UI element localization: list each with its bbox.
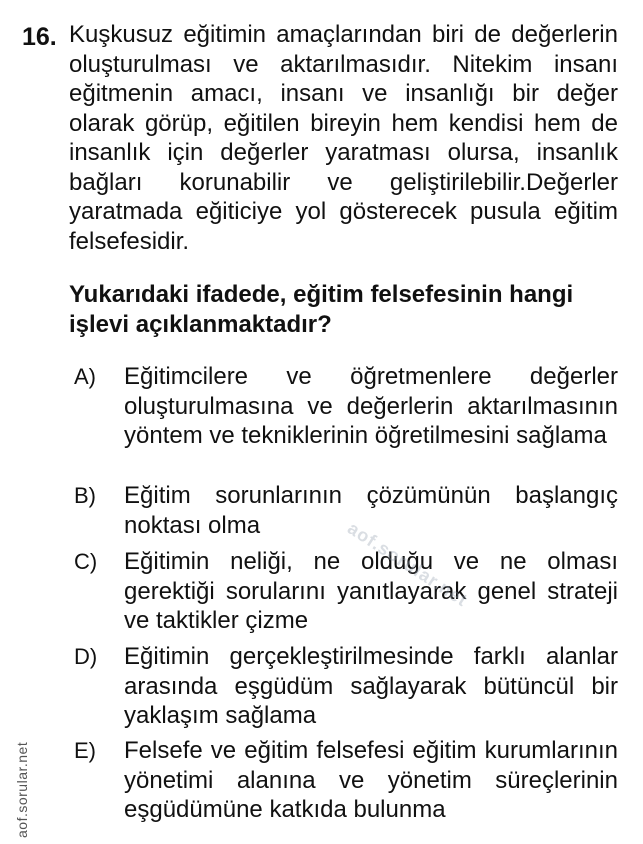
option-text: Eğitim sorunlarının çözümünün başlangıç noktası olma xyxy=(124,482,618,539)
option-letter: E) xyxy=(74,738,96,763)
side-site-label: aof.sorular.net xyxy=(14,741,30,838)
option-letter: C) xyxy=(74,549,98,574)
option-letter: A) xyxy=(74,364,96,389)
question-stem: Kuşkusuz eğitimin amaçlarından biri de değerlerin oluşturulması ve aktarılmasıdır. Nitekim insanı eğitmenin amacı, insanı ve insanlığı bir değer olarak görüp, eğitilen bireyin hem kendisi hem de insanlık için değerler yaratması olursa, insanlık bağları korunabilir ve geliştirilebilir.Değerler yaratmada eğiticiye yol gösterecek pusula eğitim felsefesidir. xyxy=(69,21,618,255)
option-letter: D) xyxy=(74,644,98,669)
option-letter: B) xyxy=(74,483,96,508)
question-prompt: Yukarıdaki ifadede, eğitim felsefesinin hangi işlevi açıklanmaktadır? xyxy=(69,281,574,338)
question-number: 16. xyxy=(22,23,57,51)
option-text: Felsefe ve eğitim felsefesi eğitim kurumlarının yönetimi alanına ve yönetim süreçlerinin eşgüdümüne katkıda bulunma xyxy=(124,737,618,823)
option-text: Eğitimcilere ve öğretmenlere değerler oluşturulmasına ve değerlerin aktarılmasının yöntem ve tekniklerinin öğretilmesini sağlama xyxy=(124,363,618,449)
option-text: Eğitimin gerçekleştirilmesinde farklı alanlar arasında eşgüdüm sağlayarak bütüncül bir yaklaşım sağlama xyxy=(124,643,618,729)
option-text: Eğitimin neliği, ne olduğu ve ne olması gerektiği sorularını yanıtlayarak genel strateji ve taktikler çizme xyxy=(124,548,618,634)
watermark: aof.sorular.net xyxy=(344,518,472,611)
